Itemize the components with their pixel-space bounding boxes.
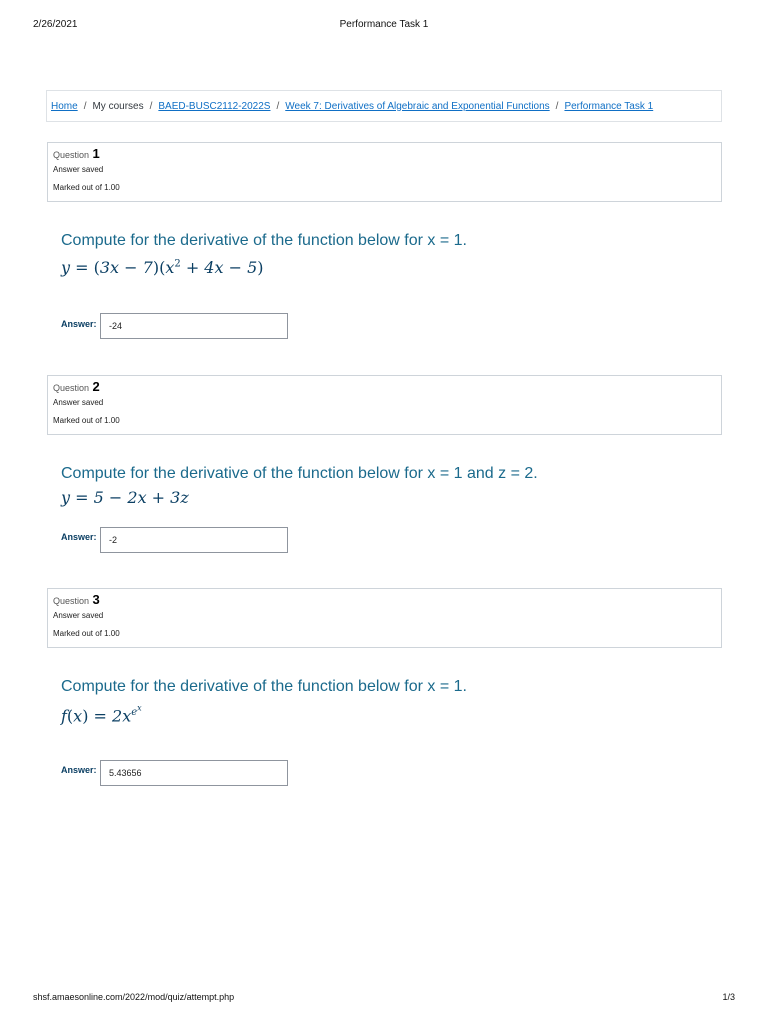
print-url: shsf.amaesonline.com/2022/mod/quiz/attempt.php — [33, 992, 235, 1002]
question-formula-1: $y = (3x - 7)(x^2 + 4x - 5)$ — [61, 258, 264, 277]
print-title: Performance Task 1 — [339, 19, 429, 30]
breadcrumb-separator: / — [83, 100, 87, 112]
breadcrumb-task-link[interactable]: Performance Task 1 — [564, 100, 654, 112]
breadcrumb-separator: / — [276, 100, 280, 112]
print-footer — [0, 992, 768, 1006]
question-state: Answer saved — [53, 398, 104, 407]
answer-label-3: Answer: — [61, 765, 97, 775]
question-info-2 — [47, 375, 722, 435]
question-label: Question — [53, 596, 90, 606]
print-date: 2/26/2021 — [33, 19, 78, 30]
question-number — [53, 593, 721, 608]
question-number-value: 1 — [92, 146, 100, 161]
question-formula-2: y = 5 − 2x + 3z — [61, 488, 189, 507]
question-label: Question — [53, 150, 90, 160]
question-info-3 — [47, 588, 722, 648]
page-number: 1/3 — [722, 992, 735, 1002]
question-grade: Marked out of 1.00 — [53, 183, 120, 192]
question-number — [53, 380, 721, 395]
question-formula-3: $f(x) = 2x^{e^x}$ — [61, 704, 142, 726]
question-state: Answer saved — [53, 611, 104, 620]
answer-label-2: Answer: — [61, 532, 97, 542]
breadcrumb-home-link[interactable]: Home — [51, 100, 78, 112]
breadcrumb-separator: / — [149, 100, 153, 112]
question-text-2: Compute for the derivative of the function below for x = 1 and z = 2. — [61, 465, 538, 482]
question-text-1: Compute for the derivative of the function below for x = 1. — [61, 232, 467, 249]
answer-input-1[interactable] — [100, 313, 288, 339]
question-state: Answer saved — [53, 165, 104, 174]
breadcrumb-separator: / — [555, 100, 559, 112]
breadcrumb — [46, 90, 722, 122]
question-text-3: Compute for the derivative of the function below for x = 1. — [61, 678, 467, 695]
answer-label-1: Answer: — [61, 319, 97, 329]
breadcrumb-course-link[interactable]: BAED-BUSC2112-2022S — [158, 100, 271, 112]
question-number-value: 2 — [92, 379, 100, 394]
breadcrumb-my-courses: My courses — [92, 100, 144, 112]
answer-input-3[interactable] — [100, 760, 288, 786]
question-number — [53, 147, 721, 162]
question-info-1 — [47, 142, 722, 202]
answer-input-2[interactable] — [100, 527, 288, 553]
question-label: Question — [53, 383, 90, 393]
print-header — [0, 19, 768, 33]
breadcrumb-week-link[interactable]: Week 7: Derivatives of Algebraic and Exponential Functions — [285, 100, 550, 112]
question-grade: Marked out of 1.00 — [53, 629, 120, 638]
question-grade: Marked out of 1.00 — [53, 416, 120, 425]
question-number-value: 3 — [92, 592, 100, 607]
